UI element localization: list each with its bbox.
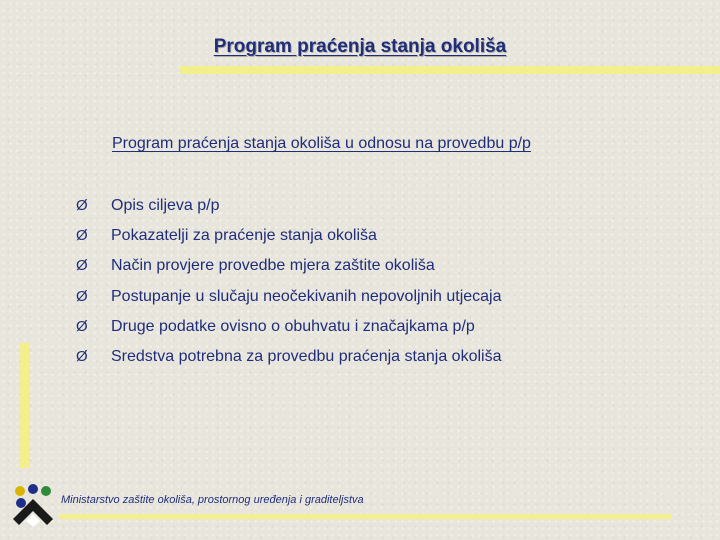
list-item [76, 342, 502, 372]
list-item [76, 251, 502, 281]
bullet-arrow-icon: Ø [76, 347, 88, 365]
bullet-list [76, 191, 502, 372]
ministry-logo-icon [11, 483, 55, 527]
footer-ministry-name: Ministarstvo zaštite okoliša, prostornog uređenja i graditeljstva [61, 494, 364, 506]
bullet-arrow-icon: Ø [76, 197, 88, 214]
list-item [76, 312, 502, 342]
logo-diamond [26, 514, 40, 527]
list-item [76, 282, 502, 312]
bullet-text: Druge podatke ovisno o obuhvatu i značajkama p/p [111, 317, 475, 335]
slide-subtitle: Program praćenja stanja okoliša u odnosu na provedbu p/p [112, 135, 531, 152]
bullet-text: Postupanje u slučaju neočekivanih nepovoljnih utjecaja [111, 287, 502, 305]
bullet-text: Opis ciljeva p/p [111, 197, 220, 214]
logo-dot-blue-small [16, 498, 26, 508]
logo-dot-green [41, 486, 51, 496]
bullet-arrow-icon: Ø [76, 227, 88, 245]
bullet-text: Način provjere provedbe mjera zaštite okoliša [111, 257, 435, 275]
slide-title: Program praćenja stanja okoliša [213, 36, 507, 57]
bullet-text: Pokazatelji za praćenje stanja okoliša [111, 227, 377, 245]
bullet-text: Sredstva potrebna za provedbu praćenja stanja okoliša [111, 347, 502, 365]
logo-dot-yellow [15, 486, 25, 496]
top-accent-bar [180, 66, 720, 74]
list-item [76, 191, 502, 221]
bullet-arrow-icon: Ø [76, 317, 88, 335]
logo-dot-blue [28, 484, 38, 494]
bottom-accent-bar [60, 514, 672, 519]
list-item [76, 221, 502, 251]
bullet-arrow-icon: Ø [76, 287, 88, 305]
bullet-arrow-icon: Ø [76, 257, 88, 275]
left-accent-bar [20, 343, 29, 468]
